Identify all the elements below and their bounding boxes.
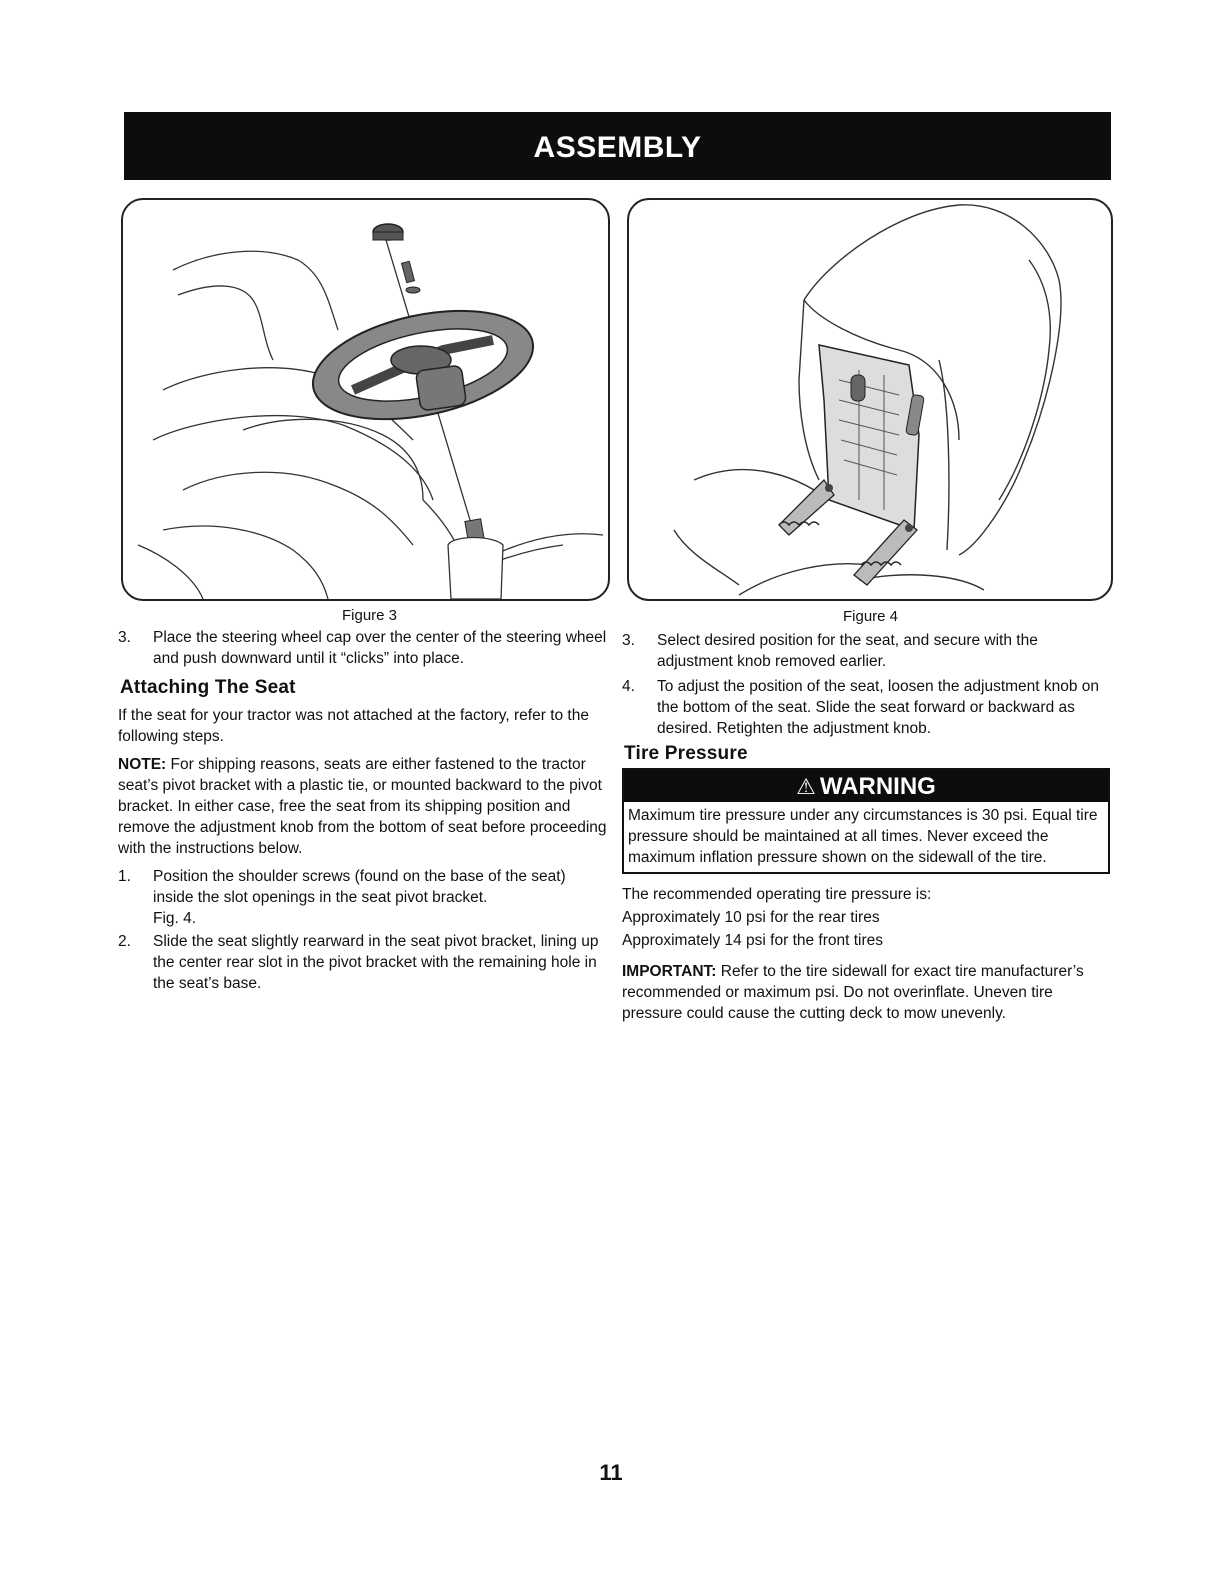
step-text: To adjust the position of the seat, loosen the adjustment knob on the bottom of the seat. Slide the seat forward or backward as desired. Retighten the adjustment knob. — [657, 678, 1100, 737]
warning-text: Maximum tire pressure under any circumstances is 30 psi. Equal tire pressure should be maintained at all times. Never exceed the maximum inflation pressure shown on the sidewall of the tire. — [628, 807, 1098, 866]
note-label: NOTE: — [118, 756, 167, 773]
steering-wheel-illustration — [123, 200, 608, 599]
warning-header — [624, 770, 1108, 802]
step-text: Select desired position for the seat, and secure with the adjustment knob removed earlier. — [657, 632, 1038, 670]
figure-3 — [121, 198, 610, 601]
step-3-steering — [118, 627, 608, 669]
step-number: 4. — [622, 678, 635, 695]
seat-bracket-illustration — [629, 200, 1111, 599]
recommended-pressure-intro: The recommended operating tire pressure is: — [622, 886, 932, 903]
figure-4-caption: Figure 4 — [843, 608, 899, 625]
step-3-seat-position — [622, 630, 1112, 672]
rear-tire-pressure: Approximately 10 psi for the rear tires — [622, 909, 880, 926]
step-4-seat-adjust — [622, 676, 1112, 739]
warning-box — [622, 768, 1110, 874]
left-column — [118, 627, 608, 994]
step-number: 2. — [118, 933, 131, 950]
figure-reference: Fig. 4. — [153, 910, 197, 927]
section-title: ASSEMBLY — [533, 131, 702, 164]
step-2-seat — [118, 931, 608, 994]
figure-4 — [627, 198, 1113, 601]
important-label: IMPORTANT: — [622, 963, 717, 980]
right-column — [622, 630, 1112, 1031]
tire-pressure-heading: Tire Pressure — [624, 743, 748, 764]
section-header — [124, 112, 1111, 180]
step-1-seat — [118, 866, 608, 908]
important-text: Refer to the tire sidewall for exact tire manufacturer’s recommended or maximum psi. Do not overinflate. Uneven tire pressure could cause the cutting deck to mow unevenly. — [622, 963, 1084, 1022]
front-tire-pressure: Approximately 14 psi for the front tires — [622, 932, 884, 949]
step-text: Place the steering wheel cap over the center of the steering wheel and push downward until it “clicks” into place. — [153, 629, 607, 667]
step-number: 1. — [118, 868, 131, 885]
note-text: For shipping reasons, seats are either fastened to the tractor seat’s pivot bracket with a plastic tie, or mounted backward to the pivot bracket. In either case, free the seat from its shipping position and remove the adjustment knob from the bottom of seat before proceeding with the instructions below. — [118, 756, 607, 857]
attaching-seat-intro: If the seat for your tractor was not attached at the factory, refer to the following steps. — [118, 707, 589, 745]
attaching-seat-heading: Attaching The Seat — [120, 677, 296, 698]
step-text: Slide the seat slightly rearward in the seat pivot bracket, lining up the center rear slot in the pivot bracket with the remaining hole in the seat’s base. — [153, 933, 599, 992]
page-number: 11 — [599, 1460, 623, 1485]
important-paragraph — [622, 961, 1112, 1024]
step-text: Position the shoulder screws (found on the base of the seat) inside the slot openings in the seat pivot bracket. — [153, 868, 566, 906]
step-number: 3. — [622, 632, 635, 649]
step-number: 3. — [118, 629, 131, 646]
warning-label: WARNING — [819, 773, 936, 800]
warning-triangle-icon: ⚠ — [796, 774, 816, 799]
figure-3-caption: Figure 3 — [342, 607, 398, 624]
note-paragraph — [118, 754, 608, 859]
